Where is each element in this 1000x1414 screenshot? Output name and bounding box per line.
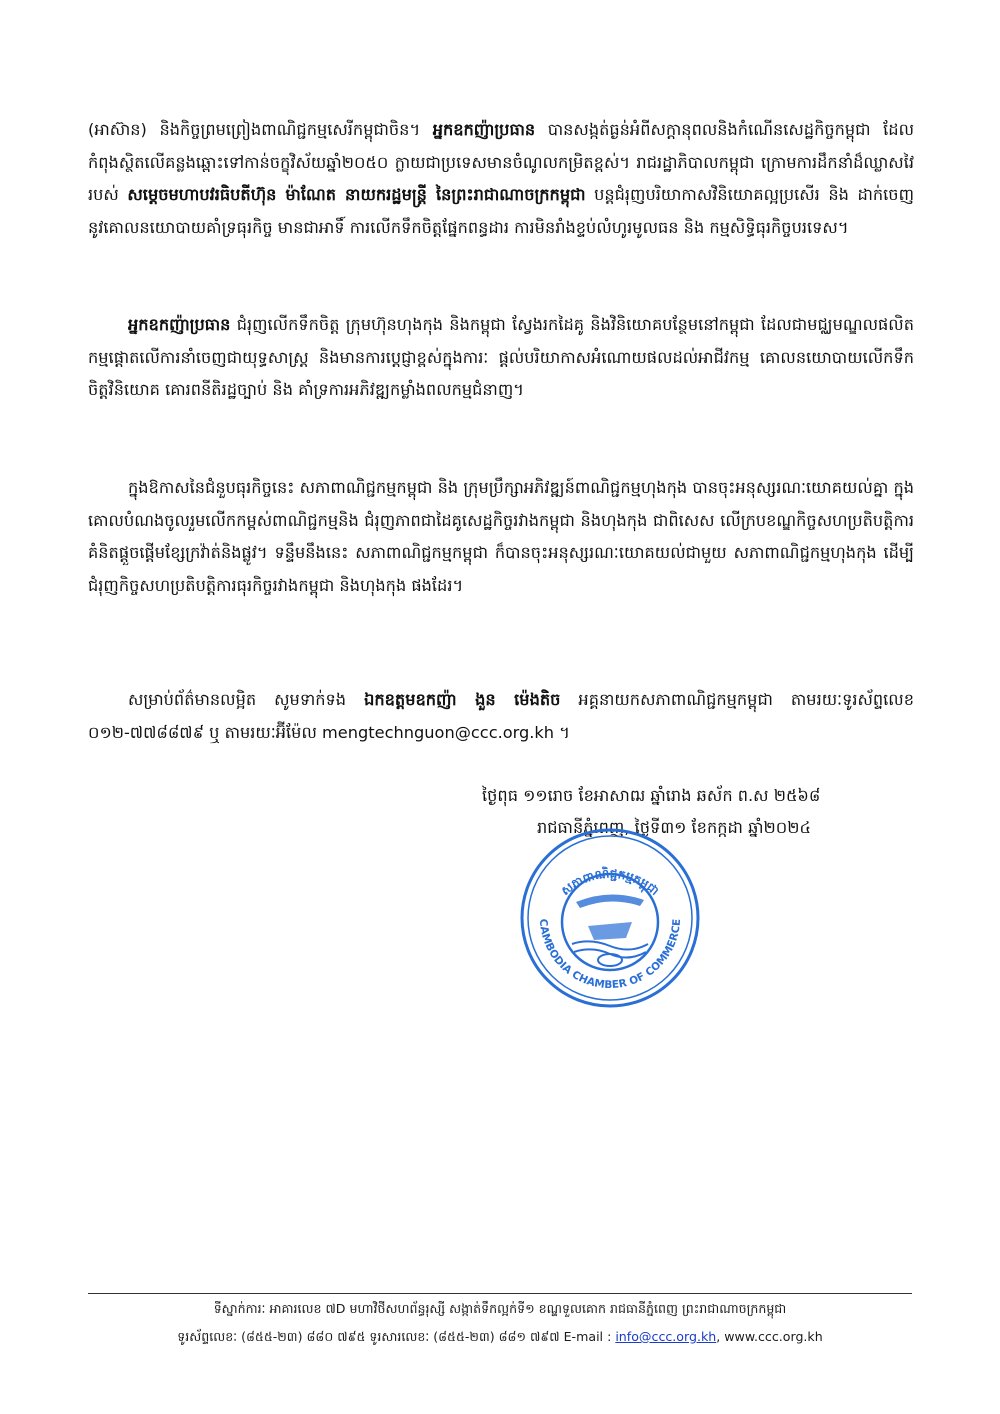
footer-email-link[interactable]: info@ccc.org.kh [615,1329,717,1344]
seal-text-bottom: CAMBODIA CHAMBER OF COMMERCE [536,918,684,992]
paragraph-text: អគ្គនាយកសភាពាណិជ្ជកម្មកម្ពុជា តាមរយៈទូរស័ព្ទលេខ ០១២-៧៧៨៨៧៩ ឬ តាមរយៈអ៊ីម៉ែល mengtechnguon@ccc.org.kh ។ [88,690,914,742]
footer-address: ទីស្នាក់ការៈ អាគារលេខ ៧D មហាវិថីសហព័ន្ធរុស្សី សង្កាត់ទឹកល្អក់ទី១ ខណ្ឌទួលគោក រាជធានីភ្នំពេញ ព្រះរាជាណាចក្រកម្ពុជា [213,1301,787,1316]
footer-contact [88,1327,912,1347]
paragraph-text: បានសង្កត់ធ្ងន់អំពីសក្តានុពលនិងកំណើនសេដ្ឋកិច្ចកម្ពុជា ដែលកំពុងស្ថិតលើគន្លងឆ្ពោះទៅកាន់ចក្ខុវិស័យឆ្នាំ២០៥០ ក្លាយជាប្រទេសមានចំណូលកម្រិតខ្ពស់។ រាជរដ្ឋាភិបាលកម្ពុជា ក្រោមការដឹកនាំដ៏ឈ្លាសវៃរបស់ [88,120,914,204]
paragraph-contact [88,684,914,749]
paragraph-mou [88,472,914,602]
date-solar: រាជធានីភ្នំពេញ, ថ្ងៃទី៣១ ខែកក្កដា ឆ្នាំ២០២៤ [537,818,811,837]
paragraph-text: បន្តជំរុញបរិយាកាសវិនិយោគល្អប្រសើរ និង ដាក់ចេញនូវគោលនយោបាយគាំទ្រធុរកិច្ច មានជាអាទិ៍ ការលើកទឹកចិត្តផ្នែកពន្ធដារ ការមិនរាំងខ្ទប់លំហូរមូលធន និង កម្មសិទ្ធិធុរកិច្ចបរទេស។ [88,185,914,237]
footer-website: , www.ccc.org.kh [716,1329,823,1344]
paragraph-text: (អាស៊ាន) និងកិច្ចព្រមព្រៀងពាណិជ្ជកម្មសេរីកម្ពុជាចិន។ [88,120,433,139]
bold-title-prime-minister: សម្តេចមហាបវរធិបតីហ៊ុន ម៉ាណែត នាយករដ្ឋមន្ត្រី នៃព្រះរាជាណាចក្រកម្ពុជា [127,185,586,204]
paragraph-text: ក្នុងឱកាសនៃជំនួបធុរកិច្ចនេះ សភាពាណិជ្ជកម្មកម្ពុជា និង ក្រុមប្រឹក្សាអភិវឌ្ឍន៍ពាណិជ្ជកម្មហុងកុង បានចុះអនុស្សរណៈយោគយល់គ្នា ក្នុងគោលបំណងចូលរួមលើកកម្ពស់ពាណិជ្ជកម្មនិង ជំរុញភាពជាដៃគូសេដ្ឋកិច្ចរវាងកម្ពុជា និងហុងកុង ជាពិសេស លើក្របខណ្ឌកិច្ចសហប្រតិបត្តិការគំនិតផ្តួចផ្តើមខ្សែក្រវ៉ាត់និងផ្លូវ។ ទន្ទឹមនឹងនេះ សភាពាណិជ្ជកម្មកម្ពុជា ក៏បានចុះអនុស្សរណៈយោគយល់ជាមួយ សភាពាណិជ្ជកម្មហុងកុង ដើម្បីជំរុញកិច្ចសហប្រតិបត្តិការធុរកិច្ចរវាងកម្ពុជា និងហុងកុង ផងដែរ។ [88,478,914,595]
chamber-seal [518,826,702,1010]
date-lunar: ថ្ងៃពុធ ១១រោច ខែអាសាឍ ឆ្នាំរោង ឆស័ក ព.ស ២៥៦៨ [482,786,821,805]
footer-divider [88,1293,912,1294]
bold-title-president: អ្នកឧកញ៉ាប្រធាន [432,120,536,139]
bold-title-president: អ្នកឧកញ៉ាប្រធាន [128,315,231,334]
paragraph-encouragement [88,309,914,407]
paragraph-text: ជំរុញលើកទឹកចិត្ត ក្រុមហ៊ុនហុងកុង និងកម្ពុជា ស្វែងរកដៃគូ និងវិនិយោគបន្ថែមនៅកម្ពុជា ដែលជាមជ្ឈមណ្ឌលផលិតកម្មផ្តោតលើការនាំចេញជាយុទ្ធសាស្ត្រ និងមានការប្តេជ្ញាខ្ពស់ក្នុងការៈ ផ្តល់បរិយាកាសអំណោយផលដល់អាជីវកម្ម គោលនយោបាយលើកទឹកចិត្តវិនិយោគ គោរពនីតិរដ្ឋច្បាប់ និង គាំទ្រការអភិវឌ្ឍកម្លាំងពលកម្មជំនាញ។ [88,315,914,399]
paragraph-economy [88,114,914,244]
seal-text-top: សភាពាណិជ្ជកម្មកម្ពុជា [558,866,662,899]
bold-contact-name: ឯកឧត្តមឧកញ៉ា ងួន ម៉េងតិច [364,690,561,709]
footer-phone-fax: ទូរស័ព្ទលេខៈ (៨៥៥-២៣) ៨៨០ ៧៩៥ ទូរសារលេខៈ (៨៥៥-២៣) ៨៨១ ៧៩៧ E-mail : [177,1329,616,1344]
paragraph-text: សម្រាប់ព័ត៌មានលម្អិត សូមទាក់ទង [128,690,365,709]
